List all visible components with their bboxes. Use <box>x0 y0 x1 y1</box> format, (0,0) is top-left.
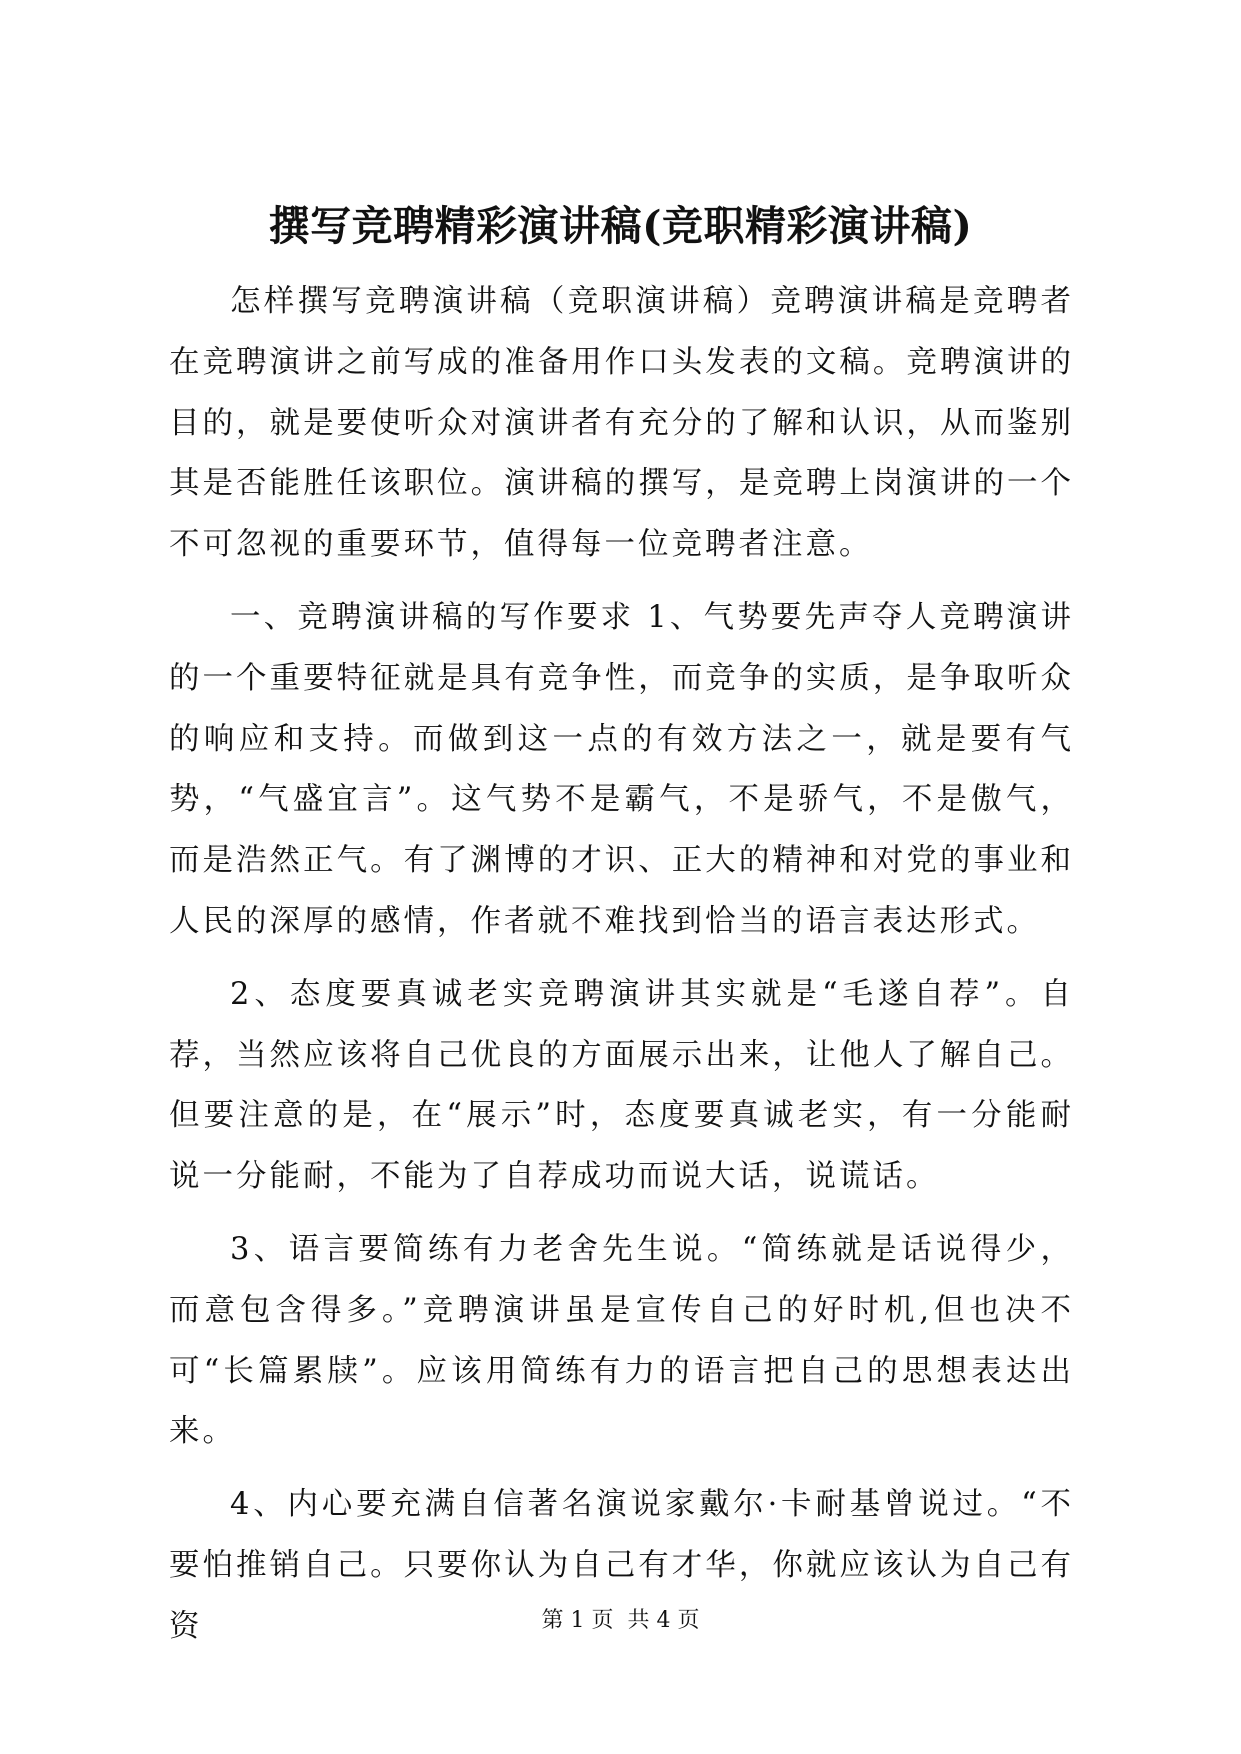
page-number-footer: 第 1 页 共 4 页 <box>541 1608 700 1633</box>
document-title: 撰写竞聘精彩演讲稿(竞职精彩演讲稿) <box>268 202 973 250</box>
document-body <box>169 272 1074 1670</box>
paragraph-requirement-2: 2、态度要真诚老实竞聘演讲其实就是“毛遂自荐”。自荐，当然应该将自己优良的方面展示出来，让他人了解自己。但要注意的是，在“展示”时，态度要真诚老实，有一分能耐说一分能耐，不能为了自荐成功而说大话，说谎话。 <box>169 976 1074 1195</box>
paragraph-requirement-4: 4、内心要充满自信著名演说家戴尔·卡耐基曾说过。“不要怕推销自己。只要你认为自己有才华，你就应该认为自己有资 <box>169 1487 1074 1644</box>
paragraph-intro: 怎样撰写竞聘演讲稿（竞职演讲稿）竞聘演讲稿是竞聘者在竞聘演讲之前写成的准备用作口头发表的文稿。竞聘演讲的目的，就是要使听众对演讲者有充分的了解和认识，从而鉴别其是否能胜任该职位。演讲稿的撰写，是竞聘上岗演讲的一个不可忽视的重要环节，值得每一位竞聘者注意。 <box>169 284 1074 563</box>
paragraph-requirement-1: 一、竞聘演讲稿的写作要求 1、气势要先声夺人竞聘演讲的一个重要特征就是具有竞争性，而竞争的实质，是争取听众的响应和支持。而做到这一点的有效方法之一，就是要有气势，“气盛宜言”。这气势不是霸气，不是骄气，不是傲气，而是浩然正气。有了渊博的才识、正大的精神和对党的事业和人民的深厚的感情，作者就不难找到恰当的语言表达形式。 <box>169 599 1074 939</box>
paragraph-requirement-3: 3、语言要简练有力老舍先生说。“简练就是话说得少，而意包含得多。”竞聘演讲虽是宣传自己的好时机,但也决不可“长篇累牍”。应该用简练有力的语言把自己的思想表达出来。 <box>169 1231 1074 1450</box>
